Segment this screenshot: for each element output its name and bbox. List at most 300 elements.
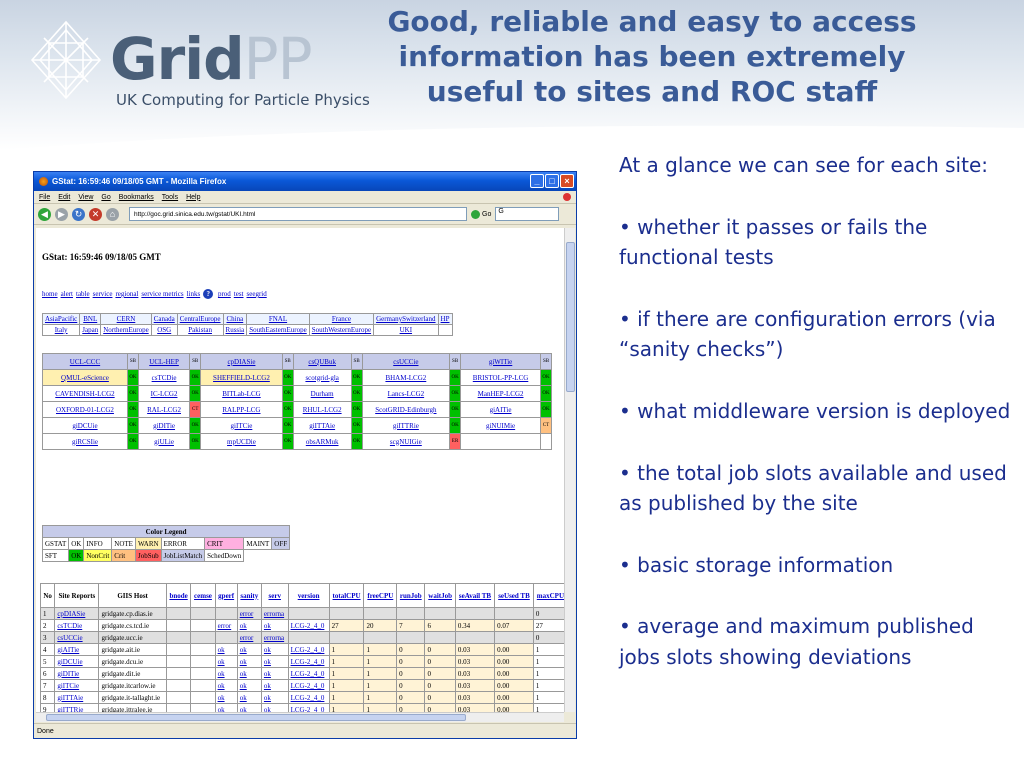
table-cell[interactable]: LCG-2_4_0 — [288, 704, 329, 713]
site-link[interactable]: giDITie — [138, 418, 189, 434]
site-link[interactable]: scgNUIGie — [362, 434, 450, 450]
site-status-badge — [541, 434, 552, 450]
table-cell: 0 — [425, 680, 455, 692]
site-report-link[interactable]: cpDIASie — [55, 608, 99, 620]
region-link[interactable]: Japan — [80, 325, 101, 336]
stop-icon[interactable]: ✕ — [89, 208, 102, 221]
table-row — [41, 620, 565, 632]
table-cell — [329, 632, 364, 644]
legend-entry: WARN — [135, 538, 161, 550]
table-cell: 0.00 — [495, 668, 534, 680]
site-link[interactable]: RALPP-LCG — [201, 402, 283, 418]
site-link[interactable]: mpUCDie — [201, 434, 283, 450]
gstat-page-title: GStat: 16:59:46 09/18/05 GMT — [42, 252, 161, 262]
table-cell — [288, 608, 329, 620]
table-cell — [455, 608, 494, 620]
table-cell: 0 — [397, 644, 425, 656]
bullet-item: • average and maximum published jobs slots showing deviations — [619, 614, 974, 669]
site-status-badge: OK — [127, 434, 138, 450]
headline-line: useful to sites and ROC staff — [426, 75, 878, 108]
table-cell — [288, 632, 329, 644]
region-link[interactable]: France — [309, 314, 373, 325]
table-cell: gridgate.itcarlow.ie — [99, 680, 166, 692]
table-cell[interactable]: error — [237, 632, 261, 644]
site-status-badge: OK — [351, 418, 362, 434]
table-cell — [191, 704, 215, 713]
legend-entry: GSTAT — [43, 538, 69, 550]
column-header[interactable]: waitJob — [425, 584, 455, 608]
region-link[interactable]: Russia — [223, 325, 247, 336]
region-link[interactable]: UKI — [374, 325, 438, 336]
link-regional[interactable]: regional — [115, 290, 139, 298]
site-status-badge: OK — [282, 370, 293, 386]
site-link[interactable]: RAL-LCG2 — [138, 402, 189, 418]
back-arrow-icon[interactable]: ◀ — [38, 208, 51, 221]
table-cell[interactable]: ok — [215, 668, 237, 680]
link-seegrid[interactable]: seegrid — [246, 290, 267, 298]
site-report-link[interactable]: giDCUie — [55, 656, 99, 668]
table-cell — [455, 632, 494, 644]
table-cell — [495, 608, 534, 620]
site-status-badge: OK — [450, 402, 461, 418]
table-cell[interactable]: ok — [215, 644, 237, 656]
table-cell: gridgate.ucc.ie — [99, 632, 166, 644]
table-cell: gridgate.dit.ie — [99, 668, 166, 680]
menu-go[interactable]: Go — [101, 193, 111, 201]
site-status-badge: OK — [282, 386, 293, 402]
site-status-badge: SB — [351, 354, 362, 370]
legend-entry: JobSub — [135, 550, 161, 562]
table-cell: 0.03 — [455, 668, 494, 680]
site-link[interactable]: IC-LCG2 — [138, 386, 189, 402]
help-icon[interactable]: ? — [203, 289, 213, 299]
table-cell: 0.00 — [495, 644, 534, 656]
site-link[interactable]: csUCCie — [362, 354, 450, 370]
site-row — [43, 370, 552, 386]
site-status-badge: OK — [351, 370, 362, 386]
table-cell: 3 — [41, 632, 55, 644]
menu-edit[interactable]: Edit — [58, 193, 71, 201]
table-row — [41, 680, 565, 692]
table-cell[interactable]: ok — [261, 644, 288, 656]
legend-entry: CRIT — [205, 538, 244, 550]
link-alert[interactable]: alert — [60, 290, 73, 298]
site-status-badge: OK — [450, 370, 461, 386]
site-link[interactable]: BHAM-LCG2 — [362, 370, 450, 386]
site-status-badge: SB — [127, 354, 138, 370]
column-header[interactable]: bnode — [166, 584, 191, 608]
table-row — [41, 692, 565, 704]
maximize-button[interactable]: □ — [545, 174, 559, 188]
table-row — [41, 644, 565, 656]
table-cell[interactable]: ok — [261, 704, 288, 713]
logo-tagline: UK Computing for Particle Physics — [116, 91, 370, 109]
site-link[interactable]: BRISTOL-PP-LCG — [461, 370, 541, 386]
link-home[interactable]: home — [42, 290, 58, 298]
region-link[interactable]: BNL — [80, 314, 101, 325]
site-link[interactable]: UCL-CCC — [43, 354, 128, 370]
table-cell: 6 — [41, 668, 55, 680]
table-cell — [166, 692, 191, 704]
search-input[interactable]: G — [495, 207, 559, 221]
region-link[interactable]: FNAL — [247, 314, 310, 325]
table-cell[interactable]: error — [237, 608, 261, 620]
table-cell — [425, 608, 455, 620]
table-cell: 0.34 — [455, 620, 494, 632]
menu-bookmarks[interactable]: Bookmarks — [118, 193, 154, 201]
site-link[interactable]: giITTAie — [293, 418, 351, 434]
table-cell: 0.03 — [455, 680, 494, 692]
table-cell[interactable]: ok — [261, 620, 288, 632]
column-header[interactable]: runJob — [397, 584, 425, 608]
table-cell: 0 — [397, 680, 425, 692]
site-link[interactable]: BITLab-LCG — [201, 386, 283, 402]
site-status-badge: OK — [190, 418, 201, 434]
site-report-link[interactable]: csTCDie — [55, 620, 99, 632]
site-link[interactable]: scotgrid-gla — [293, 370, 351, 386]
table-cell: 6 — [425, 620, 455, 632]
site-row — [43, 418, 552, 434]
vertical-scrollbar[interactable] — [564, 228, 575, 712]
site-status-badge: OK — [127, 418, 138, 434]
link-links[interactable]: links — [186, 290, 201, 298]
legend-entry: NOTE — [112, 538, 136, 550]
link-test[interactable]: test — [233, 290, 244, 298]
table-cell: 1 — [364, 668, 397, 680]
site-status-badge: OK — [127, 370, 138, 386]
bullet-item: • the total job slots available and used as published by the site — [619, 460, 1007, 516]
region-link[interactable]: SouthWesternEurope — [309, 325, 373, 336]
table-cell[interactable]: ok — [215, 692, 237, 704]
firefox-icon — [39, 177, 48, 186]
browser-titlebar[interactable] — [34, 172, 576, 191]
table-cell — [329, 608, 364, 620]
column-header[interactable]: version — [288, 584, 329, 608]
table-cell: 1 — [364, 656, 397, 668]
column-header[interactable]: seUsed TB — [495, 584, 534, 608]
site-status-badge: OK — [541, 402, 552, 418]
table-cell: 0 — [533, 632, 564, 644]
legend-entry: SchedDown — [205, 550, 244, 562]
region-link[interactable]: Pakistan — [177, 325, 223, 336]
site-link[interactable]: SHEFFIELD-LCG2 — [201, 370, 283, 386]
site-status-badge: ER — [450, 434, 461, 450]
column-header[interactable]: sanity — [237, 584, 261, 608]
site-link[interactable]: giNUIMie — [461, 418, 541, 434]
region-link[interactable]: GermanySwitzerland — [374, 314, 438, 325]
table-cell[interactable]: ok — [261, 680, 288, 692]
table-cell: 0.00 — [495, 680, 534, 692]
site-report-link[interactable]: giAITie — [55, 644, 99, 656]
site-status-badge: SB — [282, 354, 293, 370]
bullet-item: • if there are configuration errors (via “sanity checks”) — [619, 306, 996, 362]
table-cell: 0.03 — [455, 704, 494, 713]
site-status-badge: OK — [127, 386, 138, 402]
table-cell[interactable]: LCG-2_4_0 — [288, 644, 329, 656]
region-link[interactable]: HP — [438, 314, 452, 325]
table-cell: 0.00 — [495, 656, 534, 668]
site-link[interactable]: Lancs-LCG2 — [362, 386, 450, 402]
go-icon — [471, 210, 480, 219]
table-cell: gridgate.cp.dias.ie — [99, 608, 166, 620]
table-cell: 2 — [41, 620, 55, 632]
legend-entry: SFT — [43, 550, 69, 562]
legend-entry: INFO — [84, 538, 112, 550]
site-link[interactable]: UCL-HEP — [138, 354, 189, 370]
site-link[interactable]: giULie — [138, 434, 189, 450]
site-link[interactable]: giITTRie — [362, 418, 450, 434]
table-cell: 0.03 — [455, 644, 494, 656]
table-row — [41, 608, 565, 620]
site-link[interactable]: csTCDie — [138, 370, 189, 386]
region-link[interactable]: CERN — [101, 314, 151, 325]
slide-header — [0, 0, 1024, 150]
link-table[interactable]: table — [76, 290, 90, 298]
table-cell — [215, 608, 237, 620]
site-link[interactable]: giAITie — [461, 402, 541, 418]
site-status-badge: OK — [127, 402, 138, 418]
table-cell: 1 — [533, 668, 564, 680]
headline-line: Good, reliable and easy to access — [387, 5, 917, 38]
table-cell — [191, 644, 215, 656]
site-link[interactable]: csQUBuk — [293, 354, 351, 370]
site-report-link[interactable]: csUCCie — [55, 632, 99, 644]
table-cell[interactable]: ok — [237, 692, 261, 704]
table-cell: 0.03 — [455, 656, 494, 668]
legend-entry: NonCrit — [84, 550, 112, 562]
site-link[interactable]: giWITie — [461, 354, 541, 370]
page-content — [36, 228, 564, 712]
link-prod[interactable]: prod — [217, 290, 231, 298]
horizontal-scrollbar[interactable] — [36, 712, 564, 722]
table-cell[interactable]: ok — [237, 704, 261, 713]
table-cell — [166, 608, 191, 620]
site-status-badge: CT — [190, 402, 201, 418]
table-cell: 0 — [425, 692, 455, 704]
region-link[interactable]: NorthernEurope — [101, 325, 151, 336]
table-cell[interactable]: ok — [261, 692, 288, 704]
site-status-badge: OK — [190, 370, 201, 386]
table-cell — [191, 620, 215, 632]
table-cell: 1 — [364, 644, 397, 656]
region-link[interactable]: Italy — [43, 325, 80, 336]
table-cell: 0 — [425, 668, 455, 680]
table-cell[interactable]: LCG-2_4_0 — [288, 656, 329, 668]
table-cell — [191, 692, 215, 704]
gridpp-logo-wordmark: GridPP — [110, 25, 312, 93]
table-cell: 20 — [364, 620, 397, 632]
table-cell[interactable]: ok — [261, 656, 288, 668]
site-status-badge: OK — [351, 386, 362, 402]
site-link[interactable]: giRCSIie — [43, 434, 128, 450]
table-cell — [166, 668, 191, 680]
region-link[interactable]: China — [223, 314, 247, 325]
table-cell — [166, 680, 191, 692]
site-status-badge: CT — [541, 418, 552, 434]
link-service[interactable]: service — [92, 290, 113, 298]
table-cell — [364, 608, 397, 620]
site-row — [43, 354, 552, 370]
table-row — [41, 656, 565, 668]
table-cell: 0 — [397, 692, 425, 704]
slide-headline — [372, 4, 932, 109]
table-cell — [425, 632, 455, 644]
table-cell: 27 — [533, 620, 564, 632]
site-link[interactable]: ManHEP-LCG2 — [461, 386, 541, 402]
region-link[interactable]: AsiaPacific — [43, 314, 80, 325]
table-cell: 9 — [41, 704, 55, 713]
site-link[interactable]: ScotGRID-Edinburgh — [362, 402, 450, 418]
column-header[interactable]: cemse — [191, 584, 215, 608]
table-cell[interactable]: error — [215, 620, 237, 632]
address-bar[interactable]: http://goc.grid.sinica.edu.tw/gstat/UKI.html — [129, 207, 467, 221]
gridpp-logo-icon — [26, 14, 106, 106]
table-cell — [166, 704, 191, 713]
gstat-nav-links — [42, 289, 270, 299]
site-link[interactable]: RHUL-LCG2 — [293, 402, 351, 418]
table-cell: 1 — [533, 644, 564, 656]
site-status-badge: OK — [190, 434, 201, 450]
table-cell: 0.03 — [455, 692, 494, 704]
site-row — [43, 386, 552, 402]
site-link[interactable]: Durham — [293, 386, 351, 402]
table-cell[interactable]: ok — [215, 656, 237, 668]
table-cell: 0 — [397, 656, 425, 668]
table-cell[interactable]: ok — [237, 680, 261, 692]
site-report-link[interactable]: giITCie — [55, 680, 99, 692]
site-status-badge: OK — [450, 418, 461, 434]
column-header[interactable]: totalCPU — [329, 584, 364, 608]
table-cell[interactable]: ok — [237, 620, 261, 632]
table-cell — [166, 656, 191, 668]
column-header[interactable]: seAvail TB — [455, 584, 494, 608]
table-cell: 1 — [329, 680, 364, 692]
site-link[interactable]: obsARMuk — [293, 434, 351, 450]
bullet-item: • whether it passes or fails the functional tests — [619, 214, 928, 270]
navigation-toolbar — [34, 204, 576, 225]
table-cell: gridgate.it-tallaght.ie — [99, 692, 166, 704]
table-cell[interactable]: LCG-2_4_0 — [288, 620, 329, 632]
table-cell: 1 — [364, 692, 397, 704]
column-header[interactable]: serv — [261, 584, 288, 608]
site-report-link[interactable]: giDITie — [55, 668, 99, 680]
table-cell: 0 — [425, 656, 455, 668]
menu-file[interactable]: File — [39, 193, 51, 201]
column-header[interactable]: gperf — [215, 584, 237, 608]
site-link[interactable]: QMUL-eScience — [43, 370, 128, 386]
table-cell[interactable]: LCG-2_4_0 — [288, 680, 329, 692]
bullet-list — [619, 150, 1019, 704]
forward-arrow-icon[interactable]: ▶ — [55, 208, 68, 221]
region-link[interactable]: OSG — [151, 325, 177, 336]
site-status-badge: OK — [541, 370, 552, 386]
menu-help[interactable]: Help — [186, 193, 201, 201]
table-cell: 1 — [364, 704, 397, 713]
table-cell[interactable]: errorna — [261, 632, 288, 644]
table-cell: gridgate.ait.ie — [99, 644, 166, 656]
site-status-badge: OK — [190, 386, 201, 402]
table-cell: 0 — [425, 704, 455, 713]
table-cell: 1 — [533, 656, 564, 668]
table-cell — [191, 632, 215, 644]
table-cell[interactable]: errorna — [261, 608, 288, 620]
table-cell: 7 — [397, 620, 425, 632]
table-cell[interactable]: LCG-2_4_0 — [288, 668, 329, 680]
site-report-link[interactable]: giITTRie — [55, 704, 99, 713]
table-row — [41, 632, 565, 644]
site-status-badge: OK — [282, 434, 293, 450]
site-status-badge: SB — [541, 354, 552, 370]
table-cell[interactable]: ok — [215, 680, 237, 692]
home-icon[interactable]: ⌂ — [106, 208, 119, 221]
go-button[interactable]: Go — [471, 210, 491, 219]
site-link[interactable]: giITCie — [201, 418, 283, 434]
minimize-button[interactable]: _ — [530, 174, 544, 188]
menu-bar — [34, 191, 576, 204]
site-status-badge: OK — [351, 402, 362, 418]
table-cell: 0 — [425, 644, 455, 656]
status-bar: Done — [34, 723, 576, 739]
region-link[interactable]: SouthEasternEurope — [247, 325, 310, 336]
table-cell[interactable]: ok — [261, 668, 288, 680]
throbber-icon — [563, 193, 571, 201]
table-cell: 1 — [329, 704, 364, 713]
table-cell: 1 — [533, 692, 564, 704]
table-cell[interactable]: ok — [237, 656, 261, 668]
site-report-link[interactable]: giITTAie — [55, 692, 99, 704]
column-header[interactable]: maxCPU — [533, 584, 564, 608]
column-header[interactable]: freeCPU — [364, 584, 397, 608]
site-status-badge: OK — [450, 386, 461, 402]
table-cell: 7 — [41, 680, 55, 692]
table-cell — [364, 632, 397, 644]
site-link[interactable]: CAVENDISH-LCG2 — [43, 386, 128, 402]
menu-tools[interactable]: Tools — [161, 193, 179, 201]
site-link[interactable]: OXFORD-01-LCG2 — [43, 402, 128, 418]
legend-entry: OK — [69, 550, 84, 562]
legend-entry: MAINT — [244, 538, 272, 550]
table-cell: 1 — [329, 656, 364, 668]
table-cell: 8 — [41, 692, 55, 704]
site-status-badge: SB — [190, 354, 201, 370]
table-cell: gridgate.cs.tcd.ie — [99, 620, 166, 632]
column-header: Site Reports — [55, 584, 99, 608]
link-service-metrics[interactable]: service metrics — [141, 290, 184, 298]
table-cell: 4 — [41, 644, 55, 656]
close-button[interactable]: × — [560, 174, 574, 188]
table-cell[interactable]: LCG-2_4_0 — [288, 692, 329, 704]
site-link[interactable]: giDCUie — [43, 418, 128, 434]
site-link[interactable]: cpDIASie — [201, 354, 283, 370]
table-cell: 5 — [41, 656, 55, 668]
reload-icon[interactable]: ↻ — [72, 208, 85, 221]
site-status-badge: OK — [282, 402, 293, 418]
site-status-badge: OK — [282, 418, 293, 434]
table-cell[interactable]: ok — [237, 644, 261, 656]
table-cell — [215, 632, 237, 644]
table-cell[interactable]: ok — [215, 704, 237, 713]
menu-view[interactable]: View — [78, 193, 94, 201]
site-status-badge: OK — [351, 434, 362, 450]
table-cell — [191, 656, 215, 668]
region-link[interactable]: Canada — [151, 314, 177, 325]
legend-title: Color Legend — [43, 526, 290, 538]
region-link[interactable]: CentralEurope — [177, 314, 223, 325]
legend-entry: Crit — [112, 550, 136, 562]
table-cell: 1 — [364, 680, 397, 692]
table-cell[interactable]: ok — [237, 668, 261, 680]
browser-window — [33, 171, 577, 739]
